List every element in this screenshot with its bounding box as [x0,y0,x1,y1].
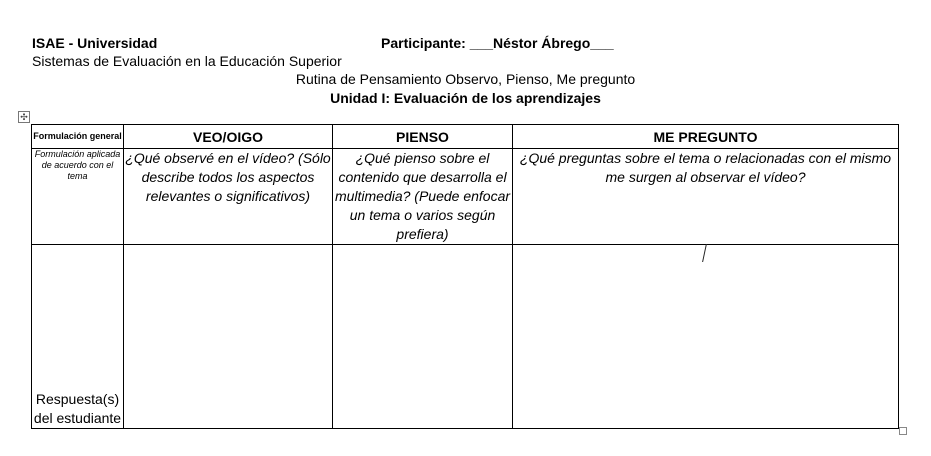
thinking-routine-table [31,124,899,429]
response-label-cell: Respuesta(s) del estudiante [32,245,124,429]
table-response-row [32,245,899,429]
table-prompt-row [32,149,899,245]
prompt-pregunto-cell: ¿Qué preguntas sobre el tema o relacionadas con el mismo me surgen al observar el vídeo? [513,149,899,245]
participant-line: Participante: ___Néstor Ábrego___ [381,35,614,51]
prompt-label-cell: Formulación aplicada de acuerdo con el tema [32,149,124,245]
prompt-pienso-cell: ¿Qué pienso sobre el contenido que desarrolla el multimedia? (Puede enfocar un tema o varios según prefiera) [333,149,513,245]
header-pienso: PIENSO [333,125,513,149]
header-me-pregunto: ME PREGUNTO [513,125,899,149]
header-veo-oigo: VEO/OIGO [124,125,333,149]
response-pregunto-cell[interactable] [513,245,899,429]
table-resize-handle-icon[interactable] [899,427,907,435]
response-veo-cell[interactable] [124,245,333,429]
unit-title: Unidad I: Evaluación de los aprendizajes [330,90,601,106]
response-pienso-cell[interactable] [333,245,513,429]
table-header-row [32,125,899,149]
header-formulacion-general: Formulación general [32,125,124,149]
table-move-handle-icon[interactable]: ✣ [18,111,30,123]
routine-title: Rutina de Pensamiento Observo, Pienso, Me pregunto [295,71,636,87]
course-subtitle: Sistemas de Evaluación en la Educación Superior [32,53,342,69]
prompt-veo-cell: ¿Qué observé en el vídeo? (Sólo describe todos los aspectos relevantes o significativos) [124,149,333,245]
organization-title: ISAE - Universidad [32,35,158,51]
